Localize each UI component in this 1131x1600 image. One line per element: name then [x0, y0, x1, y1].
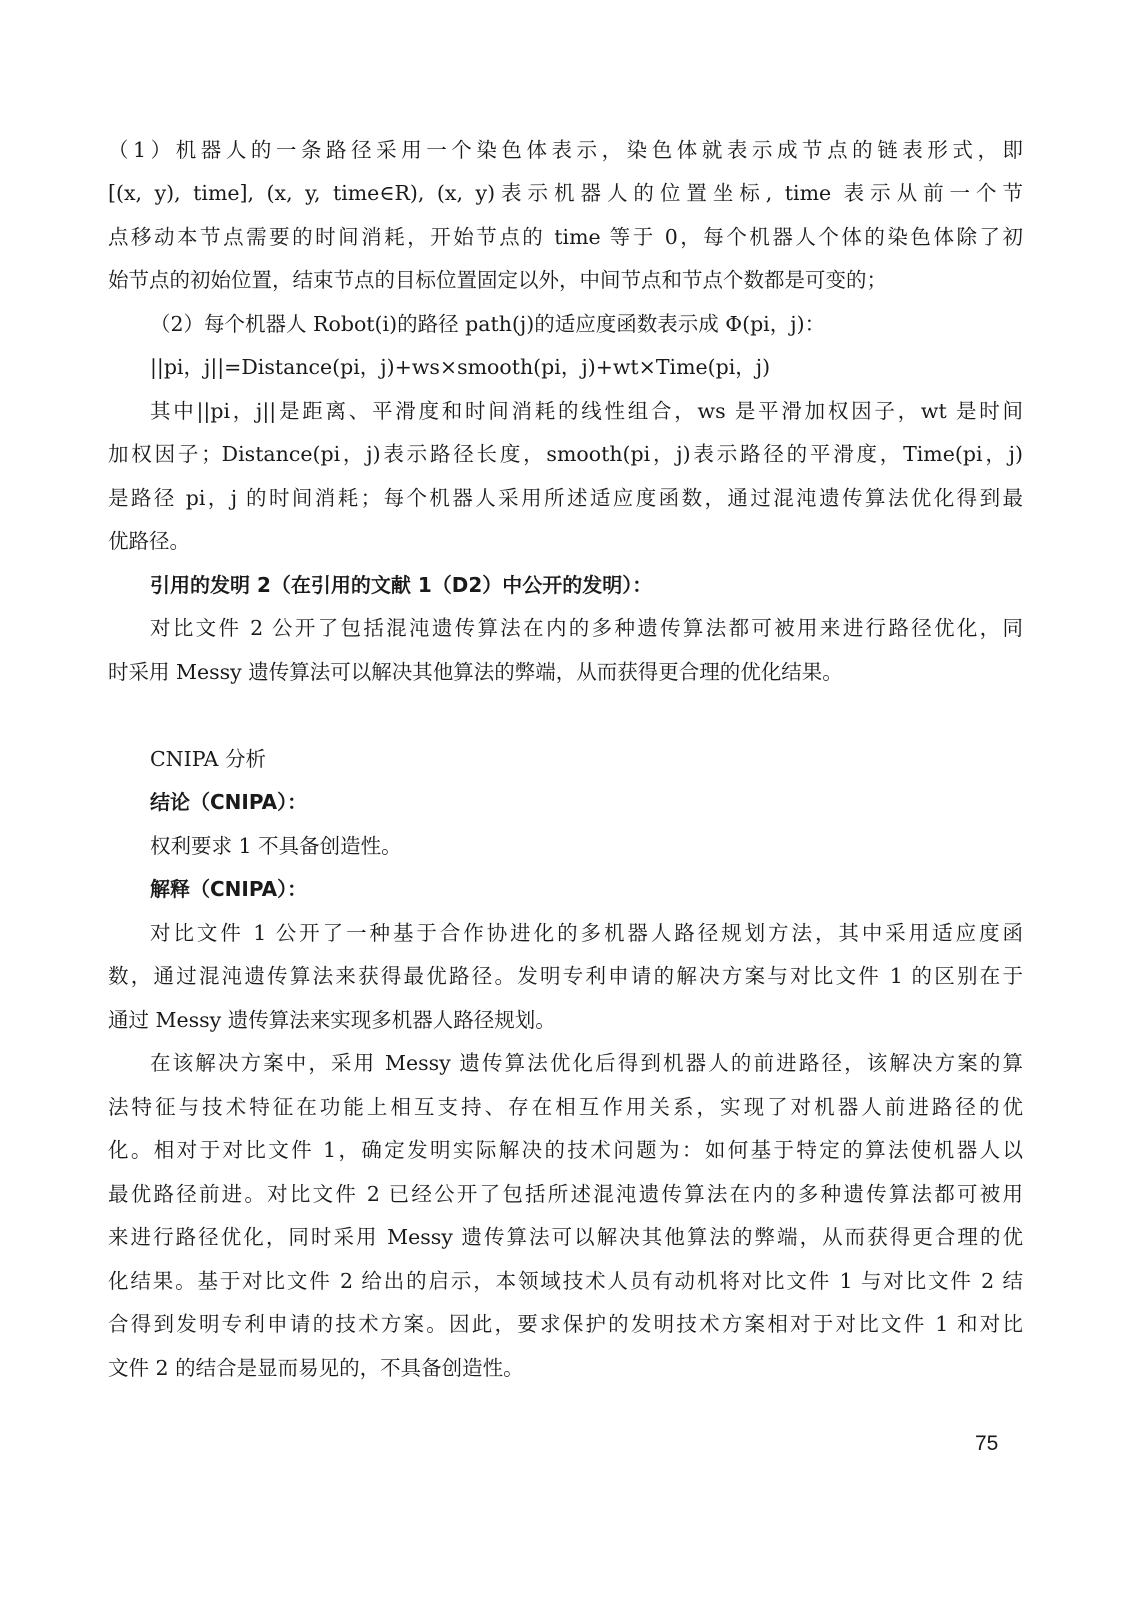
explanation-p2-line-6: 化结果。基于对比文件 2 给出的启示，本领域技术人员有动机将对比文件 1 与对比文件 2 结: [108, 1269, 1023, 1293]
conclusion-heading: 结论（CNIPA）：: [150, 790, 308, 814]
explanation-p1-line-1: 对比文件 1 公开了一种基于合作协进化的多机器人路径规划方法，其中采用适应度函: [150, 921, 1023, 945]
conclusion-text: 权利要求 1 不具备创造性。: [150, 834, 402, 858]
fitness-formula: ||pi，j||=Distance(pi，j)+ws×smooth(pi，j)+wt×Time(pi，j): [150, 355, 771, 379]
para2-line-5: 优路径。: [108, 529, 190, 553]
explanation-p1-line-3: 通过 Messy 遗传算法来实现多机器人路径规划。: [108, 1008, 556, 1032]
cited2-line-1: 对比文件 2 公开了包括混沌遗传算法在内的多种遗传算法都可被用来进行路径优化，同: [150, 616, 1023, 640]
cited2-line-2: 时采用 Messy 遗传算法可以解决其他算法的弊端，从而获得更合理的优化结果。: [108, 660, 843, 684]
para2-line-3: 加权因子；Distance(pi，j)表示路径长度，smooth(pi，j)表示路径的平滑度，Time(pi，j): [108, 442, 1023, 466]
explanation-p2-line-7: 合得到发明专利申请的技术方案。因此，要求保护的发明技术方案相对于对比文件 1 和对比: [108, 1312, 1023, 1336]
analysis-title: CNIPA 分析: [150, 747, 266, 771]
explanation-heading: 解释（CNIPA）：: [150, 877, 308, 901]
explanation-p2-line-1: 在该解决方案中，采用 Messy 遗传算法优化后得到机器人的前进路径，该解决方案的算: [150, 1051, 1023, 1075]
explanation-p1-line-2: 数，通过混沌遗传算法来获得最优路径。发明专利申请的解决方案与对比文件 1 的区别在于: [108, 964, 1023, 988]
explanation-p2-line-3: 化。相对于对比文件 1，确定发明实际解决的技术问题为：如何基于特定的算法使机器人以: [108, 1138, 1023, 1162]
para2-line-1: （2）每个机器人 Robot(i)的路径 path(j)的适应度函数表示成 Φ(pi，j)：: [150, 312, 826, 336]
explanation-p2-line-5: 来进行路径优化，同时采用 Messy 遗传算法可以解决其他算法的弊端，从而获得更合理的优: [108, 1225, 1023, 1249]
cited-invention-2-heading: 引用的发明 2（在引用的文献 1（D2）中公开的发明）：: [150, 573, 653, 597]
para1-line-2: [(x, y), time], (x, y, time∈R), (x, y)表示机器人的位置坐标, time 表示从前一个节: [108, 181, 1023, 205]
para1-line-1: （1）机器人的一条路径采用一个染色体表示，染色体就表示成节点的链表形式，即: [108, 138, 1023, 162]
explanation-p2-line-2: 法特征与技术特征在功能上相互支持、存在相互作用关系，实现了对机器人前进路径的优: [108, 1095, 1023, 1119]
para2-line-2: 其中||pi，j||是距离、平滑度和时间消耗的线性组合，ws 是平滑加权因子，wt 是时间: [150, 399, 1023, 423]
explanation-p2-line-4: 最优路径前进。对比文件 2 已经公开了包括所述混沌遗传算法在内的多种遗传算法都可被用: [108, 1182, 1023, 1206]
para2-line-4: 是路径 pi，j 的时间消耗；每个机器人采用所述适应度函数，通过混沌遗传算法优化得到最: [108, 486, 1023, 510]
para1-line-3: 点移动本节点需要的时间消耗，开始节点的 time 等于 0，每个机器人个体的染色体除了初: [108, 225, 1023, 249]
page-number: 75: [975, 1432, 999, 1455]
explanation-p2-line-8: 文件 2 的结合是显而易见的，不具备创造性。: [108, 1356, 524, 1380]
para1-line-4: 始节点的初始位置，结束节点的目标位置固定以外，中间节点和节点个数都是可变的；: [108, 268, 887, 292]
